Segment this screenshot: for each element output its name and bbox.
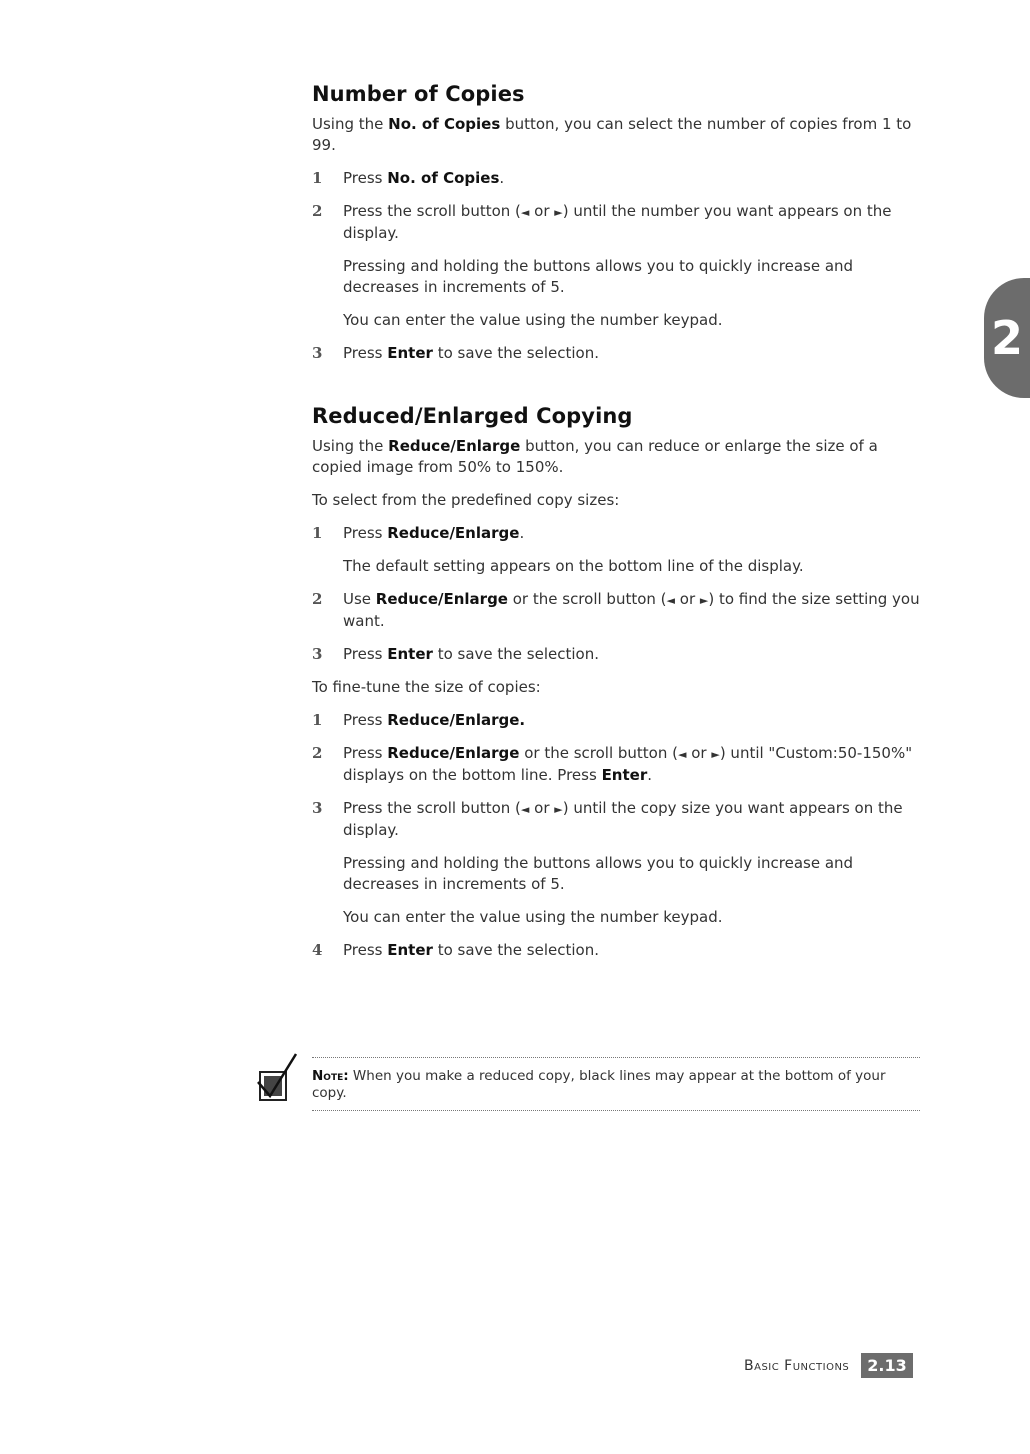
page-footer bbox=[744, 1353, 913, 1378]
section-title-reduced-enlarged: Reduced/Enlarged Copying bbox=[312, 404, 633, 428]
finetune-step-1: 1 Press Reduce/Enlarge. bbox=[312, 711, 526, 729]
footer-title: Basic Functions bbox=[744, 1357, 850, 1374]
predefined-label: To select from the predefined copy sizes: bbox=[312, 491, 620, 509]
note-checkmark-icon bbox=[256, 1052, 300, 1104]
chapter-number: 2 bbox=[990, 311, 1023, 365]
right-arrow-icon: ► bbox=[554, 803, 563, 816]
note-box bbox=[312, 1057, 920, 1111]
note-label: Note: bbox=[312, 1068, 349, 1084]
section-reduced-enlarged bbox=[312, 404, 922, 961]
left-arrow-icon: ◄ bbox=[520, 803, 530, 816]
section2-intro: Using the Reduce/Enlarge button, you can reduce or enlarge the size of a copied image from 50% to 150%. bbox=[312, 437, 878, 476]
finetune-label: To fine-tune the size of copies: bbox=[312, 678, 541, 696]
section1-step-2: 2 Press the scroll button (◄ or ►) until the number you want appears on the display. bbox=[312, 202, 892, 242]
section1-step-2-note-2: You can enter the value using the number keypad. bbox=[343, 311, 723, 329]
page-number: 2.13 bbox=[861, 1353, 912, 1378]
section1-step-3: 3 Press Enter to save the selection. bbox=[312, 344, 599, 362]
left-arrow-icon: ◄ bbox=[666, 594, 675, 607]
finetune-step-4: 4 Press Enter to save the selection. bbox=[312, 941, 599, 959]
finetune-step-3-note-1: Pressing and holding the buttons allows you to quickly increase and decreases in increments of 5. bbox=[343, 854, 854, 893]
predefined-step-3: 3 Press Enter to save the selection. bbox=[312, 645, 599, 663]
section1-step-2-note-1: Pressing and holding the buttons allows you to quickly increase and decreases in increments of 5. bbox=[343, 257, 854, 296]
right-arrow-icon: ► bbox=[711, 748, 720, 761]
note-text: When you make a reduced copy, black lines may appear at the bottom of your copy. bbox=[312, 1068, 886, 1101]
right-arrow-icon: ► bbox=[699, 594, 709, 607]
section1-step-1: 1 Press No. of Copies. bbox=[312, 169, 505, 187]
section-title-number-of-copies: Number of Copies bbox=[312, 82, 525, 106]
right-arrow-icon: ► bbox=[554, 206, 563, 219]
predefined-step-2: 2 Use Reduce/Enlarge or the scroll button (◄ or ►) to find the size setting you want. bbox=[312, 590, 920, 630]
finetune-step-3-note-2: You can enter the value using the number keypad. bbox=[343, 908, 723, 926]
left-arrow-icon: ◄ bbox=[677, 748, 687, 761]
left-arrow-icon: ◄ bbox=[520, 206, 530, 219]
chapter-tab bbox=[984, 278, 1030, 398]
page-content bbox=[312, 82, 922, 973]
finetune-step-2: 2 Press Reduce/Enlarge or the scroll button (◄ or ►) until "Custom:50-150%" displays on the bottom line. Press Enter. bbox=[312, 744, 913, 784]
predefined-step-1-note: The default setting appears on the bottom line of the display. bbox=[343, 557, 804, 575]
predefined-step-1: 1 Press Reduce/Enlarge. bbox=[312, 524, 525, 542]
section1-intro: Using the No. of Copies button, you can select the number of copies from 1 to 99. bbox=[312, 115, 912, 154]
finetune-step-3: 3 Press the scroll button (◄ or ►) until the copy size you want appears on the display. bbox=[312, 799, 903, 839]
